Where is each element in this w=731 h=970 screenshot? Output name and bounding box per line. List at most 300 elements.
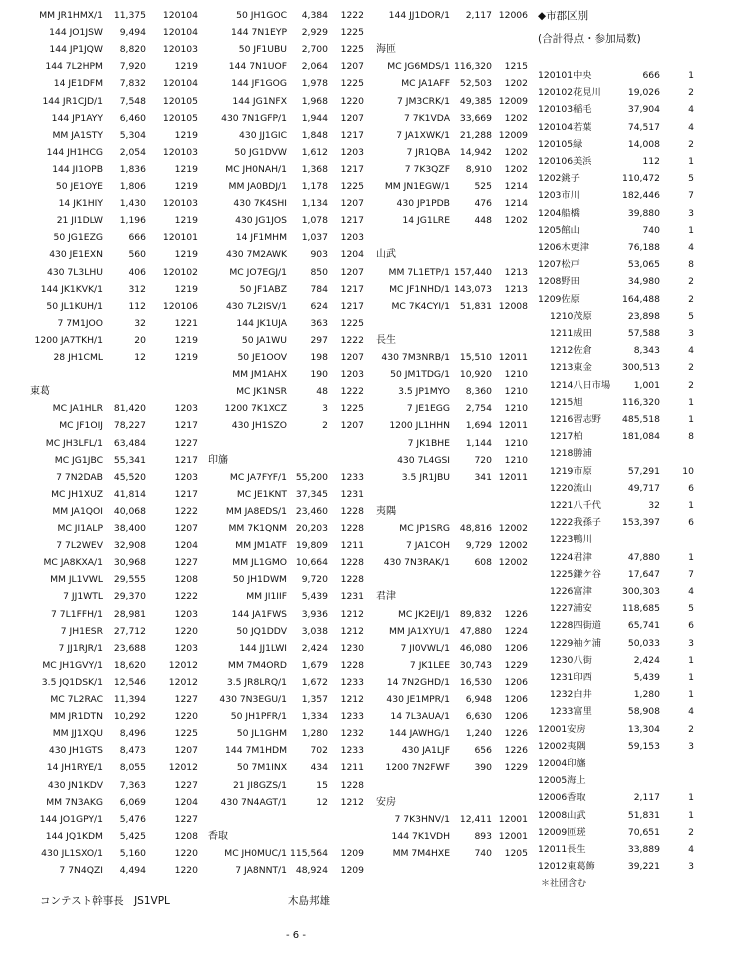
list-item — [368, 537, 538, 555]
entry-score: 11,375 — [113, 10, 146, 21]
entry-score: 55,341 — [113, 454, 146, 466]
entry-score: 2,117 — [465, 10, 492, 21]
footer-right: 木島邦雄 — [288, 895, 330, 907]
entry-score: 5,160 — [119, 847, 146, 859]
entry-score: 81,420 — [113, 403, 146, 415]
list-item — [368, 623, 538, 641]
entry-score: 297 — [310, 334, 328, 346]
list-item — [538, 222, 698, 240]
entry-score: 30,743 — [459, 659, 492, 671]
entry-score: 20,203 — [295, 523, 328, 534]
entry-score: 51,831 — [459, 300, 492, 312]
entry-code: 1202 — [504, 163, 528, 175]
entry-score: 8,055 — [119, 762, 146, 774]
entry-code: 1230 — [340, 642, 364, 654]
entry-score: 12 — [134, 352, 146, 363]
entry-score: 6,460 — [119, 112, 146, 124]
entry-name: 144 JP1JQW — [49, 44, 103, 56]
entry-code: 2 — [688, 276, 694, 288]
entry-name: 50 JH1PFR/1 — [230, 711, 287, 723]
entry-score: 164,488 — [622, 293, 660, 305]
entry-code: 1233 — [340, 676, 364, 688]
entry-code: 1206 — [504, 676, 528, 688]
entry-score: 110,472 — [622, 173, 660, 185]
entry-code: 1203 — [174, 642, 198, 654]
list-item — [0, 195, 200, 213]
entry-name: 1224君津 — [550, 551, 592, 563]
list-item — [368, 366, 538, 384]
list-item — [200, 537, 368, 555]
entry-name: 1219市原 — [550, 465, 592, 477]
list-item — [200, 520, 368, 538]
list-item — [0, 469, 200, 487]
list-item — [368, 845, 538, 863]
list-item — [200, 554, 368, 572]
list-item — [538, 325, 698, 343]
page-number: - 6 - — [286, 930, 306, 941]
list-item — [0, 298, 200, 316]
entry-code: 120101 — [162, 232, 198, 244]
entry-code: 12002 — [498, 540, 528, 552]
list-item — [200, 383, 368, 401]
entry-code: 5 — [688, 310, 694, 322]
entry-code: 1222 — [174, 591, 198, 603]
section-heading — [368, 332, 538, 350]
entry-code: 1212 — [340, 694, 364, 705]
entry-name: 1220流山 — [550, 482, 592, 494]
list-item — [200, 708, 368, 726]
list-item — [368, 298, 538, 316]
entry-name: MC JH0NAH/1 — [225, 163, 287, 175]
entry-code: 1220 — [174, 711, 198, 723]
entry-name: 7 JH1ESR — [60, 625, 103, 637]
section-heading — [368, 794, 538, 812]
entry-score: 1,679 — [301, 659, 328, 671]
entry-code: 4 — [688, 242, 694, 253]
list-item — [368, 674, 538, 692]
entry-score: 28,981 — [113, 608, 146, 620]
entry-name: 7 7K3HNV/1 — [394, 813, 450, 825]
entry-code: 120102 — [162, 266, 198, 278]
list-item — [0, 537, 200, 555]
entry-name: 430 JL1SXO/1 — [41, 847, 103, 859]
list-item — [0, 161, 200, 179]
entry-score: 40,068 — [113, 505, 146, 517]
entry-score: 32 — [648, 500, 660, 511]
entry-name: 1233富里 — [550, 706, 592, 718]
list-item — [538, 308, 698, 326]
entry-score: 29,370 — [113, 591, 146, 603]
entry-code: 1229 — [504, 762, 528, 774]
list-item — [0, 657, 200, 675]
entry-name: 144 7M1HDM — [225, 745, 287, 757]
entry-name: 50 JG1DVW — [234, 146, 287, 158]
list-item — [0, 366, 200, 384]
entry-code: 4 — [688, 121, 694, 133]
entry-code: 1228 — [340, 574, 364, 586]
entry-name: MC JA8KXA/1 — [43, 557, 103, 569]
list-item — [368, 520, 538, 538]
list-item — [368, 195, 538, 213]
list-item — [200, 862, 368, 880]
entry-name: 21 JI8GZS/1 — [232, 779, 287, 791]
entry-code: 1222 — [340, 334, 364, 346]
entry-name: 1210茂原 — [550, 310, 592, 322]
entry-name: 1200 JL1HHN — [389, 420, 450, 432]
entry-score: 10,664 — [295, 557, 328, 569]
entry-score: 903 — [310, 249, 328, 261]
entry-score: 1,430 — [119, 198, 146, 210]
list-item — [200, 845, 368, 863]
list-item — [538, 84, 698, 102]
entry-code: 1203 — [174, 471, 198, 483]
section-heading-label: 海匝 — [376, 44, 396, 56]
list-item — [200, 246, 368, 264]
entry-code: 1220 — [174, 847, 198, 859]
entry-name: 12004印旛 — [538, 758, 586, 769]
entry-score: 7,363 — [119, 779, 146, 791]
entry-name: 1218勝浦 — [550, 448, 592, 460]
entry-name: 120105緑 — [538, 138, 583, 150]
entry-name: MM 7N3AKG — [46, 796, 103, 808]
entry-score: 37,904 — [627, 104, 660, 116]
entry-name: MC JH1XUZ — [51, 488, 103, 500]
entry-score: 2,117 — [633, 792, 660, 804]
section-heading — [538, 531, 698, 549]
list-item — [538, 635, 698, 653]
entry-code: 1202 — [504, 78, 528, 90]
entry-score: 1,001 — [633, 379, 660, 391]
section-heading — [368, 41, 538, 59]
entry-score: 666 — [128, 232, 146, 244]
list-item — [200, 110, 368, 128]
entry-score: 740 — [642, 224, 660, 236]
entry-name: MC JA1AFF — [401, 78, 450, 90]
entry-name: 7 7K1VDA — [404, 112, 450, 124]
entry-score: 118,685 — [622, 603, 660, 615]
list-item — [538, 841, 698, 859]
list-item — [368, 811, 538, 829]
entry-code: 2 — [688, 379, 694, 391]
entry-score: 476 — [474, 198, 492, 210]
entry-name: 1231印西 — [550, 672, 592, 683]
entry-name: 1208野田 — [538, 276, 580, 288]
entry-code: 120103 — [162, 146, 198, 158]
entry-code: 12011 — [498, 420, 528, 432]
entry-code: 1202 — [504, 146, 528, 158]
entry-score: 7,832 — [119, 78, 146, 90]
entry-score: 525 — [474, 181, 492, 192]
entry-score: 10,292 — [113, 711, 146, 723]
entry-score: 702 — [310, 745, 328, 757]
entry-code: 6 — [688, 620, 694, 632]
list-item — [200, 606, 368, 624]
entry-score: 1,334 — [301, 711, 328, 723]
entry-name: 144 JG1NFX — [232, 95, 287, 107]
entry-score: 153,397 — [622, 517, 660, 529]
entry-code: 12011 — [498, 471, 528, 483]
entry-code: 1 — [688, 689, 694, 701]
entry-code: 1219 — [174, 334, 198, 346]
entry-name: 7 7K3QZF — [404, 163, 450, 175]
list-item — [538, 463, 698, 481]
list-item — [368, 606, 538, 624]
list-item — [368, 708, 538, 726]
entry-name: 12002夷隅 — [538, 740, 586, 752]
entry-name: 1203市川 — [538, 190, 580, 202]
entry-name: MM JA8EDS/1 — [225, 505, 287, 517]
entry-name: 50 JG1EZG — [53, 232, 103, 244]
entry-score: 3 — [322, 403, 328, 415]
entry-name: 21 JI1DLW — [56, 215, 103, 227]
list-item — [538, 514, 698, 532]
entry-code: 1227 — [174, 779, 198, 791]
entry-code: 4 — [688, 706, 694, 718]
entry-score: 5,304 — [119, 129, 146, 141]
entry-score: 21,288 — [459, 129, 492, 141]
list-item — [538, 67, 698, 85]
entry-score: 48,816 — [459, 523, 492, 534]
list-item — [200, 7, 368, 25]
entry-score: 720 — [474, 454, 492, 466]
list-item — [538, 205, 698, 223]
entry-name: 430 JN1KDV — [47, 779, 103, 791]
list-item — [538, 789, 698, 807]
entry-name: 430 7M2AWK — [226, 249, 287, 261]
entry-score: 6,069 — [119, 796, 146, 808]
entry-code: 12012 — [168, 659, 198, 671]
entry-code: 8 — [688, 259, 694, 271]
entry-name: 430 JA1LJF — [401, 745, 450, 757]
list-item — [0, 862, 200, 880]
list-item — [0, 725, 200, 743]
entry-name: 14 JG1LRE — [402, 215, 450, 227]
entry-code: 6 — [688, 482, 694, 494]
entry-score: 560 — [128, 249, 146, 261]
entry-code: 1206 — [504, 711, 528, 723]
entry-code: 5 — [688, 173, 694, 185]
entry-name: 14 7L3AUA/1 — [390, 711, 450, 723]
section-heading-label: 君津 — [376, 591, 396, 603]
list-item — [538, 411, 698, 429]
entry-name: 50 JF1ABZ — [239, 283, 287, 295]
entry-score: 4,494 — [119, 865, 146, 876]
list-item — [0, 606, 200, 624]
list-item — [200, 811, 368, 829]
section-heading — [0, 383, 200, 401]
entry-name: 50 JH1GOC — [236, 10, 287, 21]
entry-score: 1,037 — [301, 232, 328, 244]
list-item — [0, 571, 200, 589]
list-item — [0, 520, 200, 538]
entry-score: 434 — [310, 762, 328, 774]
entry-score: 1,240 — [465, 728, 492, 740]
entry-name: MM 7M4ORD — [227, 659, 287, 671]
entry-score: 48 — [316, 386, 328, 398]
list-item — [538, 652, 698, 670]
entry-name: 1232白井 — [550, 689, 592, 701]
entry-score: 9,720 — [301, 574, 328, 586]
list-item — [538, 101, 698, 119]
list-item — [0, 845, 200, 863]
list-item — [538, 136, 698, 154]
entry-name: 7 JA1COH — [406, 540, 450, 552]
entry-score: 63,484 — [113, 437, 146, 449]
entry-name: MC JH1GVY/1 — [42, 659, 103, 671]
list-item — [538, 824, 698, 842]
entry-name: 430 7N3EGU/1 — [219, 694, 287, 705]
entry-name: MC JF1OIJ — [59, 420, 103, 432]
list-item — [538, 497, 698, 515]
entry-score: 37,345 — [295, 488, 328, 500]
list-item — [538, 377, 698, 395]
entry-code: 1 — [688, 156, 694, 167]
entry-name: MC JK1NSR — [236, 386, 287, 398]
entry-name: 50 JF1UBU — [238, 44, 287, 56]
entry-name: MC JP1SRG — [399, 523, 450, 534]
entry-score: 5,439 — [633, 672, 660, 683]
entry-name: 12012東葛飾 — [538, 861, 595, 873]
list-item — [200, 435, 368, 453]
entry-code: 1209 — [340, 847, 364, 859]
entry-name: 144 JR1CJD/1 — [42, 95, 103, 107]
entry-score: 2,424 — [301, 642, 328, 654]
entry-score: 893 — [474, 830, 492, 842]
entry-code: 1227 — [174, 437, 198, 449]
entry-score: 363 — [310, 317, 328, 329]
entry-code: 1233 — [340, 471, 364, 483]
list-item — [368, 571, 538, 589]
entry-code: 1233 — [340, 711, 364, 723]
entry-score: 11,394 — [113, 694, 146, 705]
entry-score: 33,889 — [627, 844, 660, 855]
entry-score: 23,898 — [627, 310, 660, 322]
entry-code: 1214 — [504, 198, 528, 210]
entry-code: 12011 — [498, 352, 528, 363]
entry-score: 2 — [322, 420, 328, 432]
entry-name: 144 JAWHG/1 — [389, 728, 450, 740]
entry-score: 7,548 — [119, 95, 146, 107]
entry-code: 1217 — [174, 454, 198, 466]
list-item — [368, 400, 538, 418]
entry-score: 406 — [128, 266, 146, 278]
list-item — [538, 256, 698, 274]
list-item — [0, 486, 200, 504]
entry-score: 8,910 — [465, 163, 492, 175]
list-item — [368, 24, 538, 42]
entry-name: MC JH3LFL/1 — [45, 437, 103, 449]
entry-name: 12009匝瑳 — [538, 826, 586, 838]
entry-score: 49,717 — [627, 482, 660, 494]
entry-code: 1211 — [340, 540, 364, 552]
entry-code: 1210 — [504, 437, 528, 449]
entry-name: 3.5 JR8LRQ/1 — [226, 676, 287, 688]
entry-code: 1222 — [340, 386, 364, 398]
entry-code: 1207 — [340, 112, 364, 124]
entry-name: 144 7L2HPM — [45, 61, 103, 73]
entry-code: 120103 — [162, 198, 198, 210]
entry-name: MM JA1STY — [52, 129, 103, 141]
entry-score: 8,473 — [119, 745, 146, 757]
list-item — [538, 617, 698, 635]
entry-code: 1227 — [174, 557, 198, 569]
entry-score: 3,038 — [301, 625, 328, 637]
entry-score: 4,384 — [301, 10, 328, 21]
list-item — [538, 721, 698, 739]
list-item — [0, 144, 200, 162]
entry-code: 1225 — [340, 27, 364, 39]
entry-name: 7 JA1XWK/1 — [396, 129, 450, 141]
entry-score: 341 — [474, 471, 492, 483]
entry-name: 1229袖ケ浦 — [550, 637, 601, 649]
list-item — [200, 127, 368, 145]
entry-name: 1225鎌ケ谷 — [550, 568, 601, 580]
entry-code: 6 — [688, 517, 694, 529]
entry-name: 120106美浜 — [538, 156, 592, 167]
entry-score: 2,424 — [633, 654, 660, 666]
entry-code: 1229 — [504, 659, 528, 671]
entry-score: 850 — [310, 266, 328, 278]
entry-score: 2,929 — [301, 27, 328, 39]
entry-score: 666 — [642, 70, 660, 81]
entry-name: 1206木更津 — [538, 242, 589, 253]
entry-name: MM JN1EGW/1 — [384, 181, 450, 192]
entry-score: 51,831 — [627, 809, 660, 821]
entry-code: 1226 — [504, 728, 528, 740]
list-item — [200, 640, 368, 658]
entry-code: 1233 — [340, 745, 364, 757]
entry-name: 430 JJ1GIC — [239, 129, 287, 141]
entry-name: 7 JE1EGG — [406, 403, 450, 415]
list-item — [200, 486, 368, 504]
entry-code: 12006 — [498, 10, 528, 21]
entry-name: 430 7M3NRB/1 — [381, 352, 450, 363]
entry-code: 1212 — [340, 796, 364, 808]
entry-code: 1222 — [340, 10, 364, 21]
list-item — [368, 58, 538, 76]
entry-name: 430 JH1GTS — [48, 745, 103, 757]
list-item — [368, 640, 538, 658]
entry-code: 5 — [688, 603, 694, 615]
entry-code: 1 — [688, 551, 694, 563]
entry-name: 50 JL1GHM — [236, 728, 287, 740]
entry-name: 12006香取 — [538, 792, 586, 804]
section-heading — [538, 772, 698, 790]
entry-name: 430 7N3RAK/1 — [383, 557, 450, 569]
list-item — [0, 435, 200, 453]
entry-code: 1203 — [340, 146, 364, 158]
entry-code: 4 — [688, 844, 694, 855]
entry-score: 8,343 — [633, 345, 660, 357]
entry-name: 50 7M1INX — [236, 762, 287, 774]
entry-name: 1200 JA7TKH/1 — [34, 334, 103, 346]
list-item — [538, 807, 698, 825]
entry-name: 12011長生 — [538, 844, 586, 855]
entry-code: 1 — [688, 396, 694, 408]
list-item — [0, 777, 200, 795]
entry-score: 1,144 — [465, 437, 492, 449]
entry-name: 144 JO1GPY/1 — [39, 813, 103, 825]
entry-score: 14,942 — [459, 146, 492, 158]
entry-code: 10 — [682, 465, 694, 477]
entry-code: 1 — [688, 500, 694, 511]
entry-score: 9,494 — [119, 27, 146, 39]
entry-score: 190 — [310, 369, 328, 381]
entry-name: 1223鴨川 — [550, 534, 592, 546]
entry-name: 7 7M1JOO — [57, 317, 103, 329]
list-item — [0, 811, 200, 829]
entry-score: 198 — [310, 352, 328, 363]
